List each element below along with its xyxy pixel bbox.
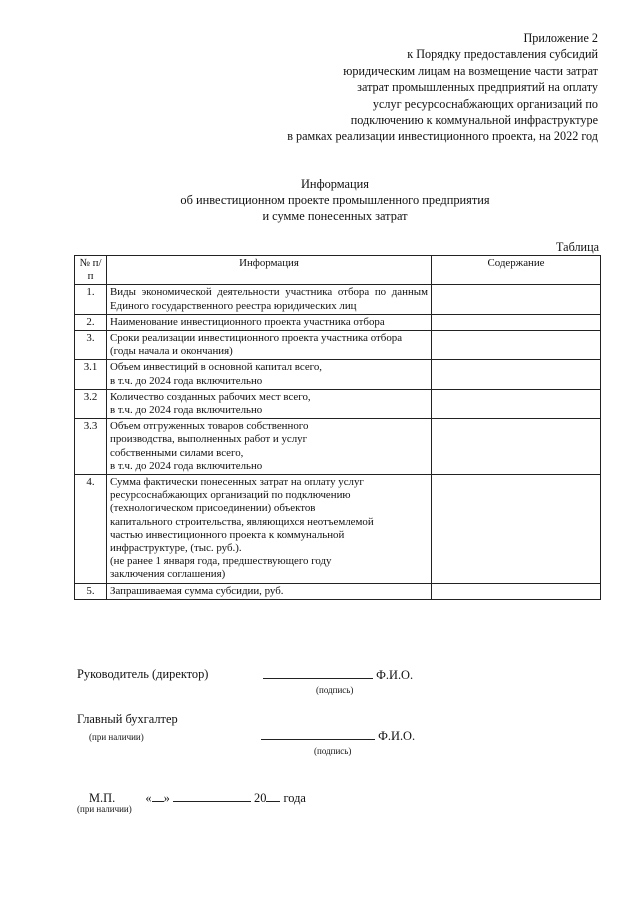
row-information-cell: Объем инвестиций в основной капитал всего, в т.ч. до 2024 года включительно (107, 360, 432, 389)
row-content-cell[interactable] (432, 314, 601, 330)
table-row (75, 419, 601, 475)
table-row (75, 475, 601, 584)
table-row (75, 285, 601, 314)
row-content-cell[interactable] (432, 389, 601, 418)
stamp-label: М.П. (89, 791, 116, 805)
appendix-line: услуг ресурсоснабжающих организаций по (372, 96, 598, 111)
appendix-line: в рамках реализации инвестиционного проекта, на 2022 год (287, 129, 598, 144)
date-year-field[interactable] (266, 790, 280, 802)
table-row (75, 331, 601, 360)
row-information-cell: Виды экономической деятельности участника отбора по данным Единого государственного реестра юридических лиц (107, 285, 432, 314)
document-heading (100, 176, 570, 224)
row-information-cell: Запрашиваемая сумма субсидии, руб. (107, 583, 432, 599)
table-caption: Таблица (556, 240, 599, 254)
director-name-label: Ф.И.О. (376, 668, 414, 682)
stamp-note: (при наличии) (77, 804, 132, 814)
appendix-line: подключению к коммунальной инфраструктуре (350, 113, 598, 128)
row-number-cell: 4. (75, 475, 107, 584)
document-subtitle: об инвестиционном проекте промышленного предприятия (180, 193, 490, 207)
date-month-field[interactable] (173, 790, 251, 802)
information-table (74, 255, 601, 600)
row-content-cell[interactable] (432, 285, 601, 314)
row-number-cell: 3.2 (75, 389, 107, 418)
table-row (75, 314, 601, 330)
date-close-quote: » (163, 791, 170, 805)
director-signature-caption: (подпись) (316, 685, 354, 695)
accountant-signature-caption: (подпись) (314, 746, 352, 756)
row-information-cell: Сумма фактически понесенных затрат на оплату услуг ресурсоснабжающих организаций по подключению (технологическом присоединении) объектов капитального строительства, являющихся неотъемлемой частью инвестиционного проекта к коммунальной инфраструктуре, (тыс. руб.). (не ранее 1 января года, предшествующего году заключения соглашения) (107, 475, 432, 584)
row-information-cell: Количество созданных рабочих мест всего, в т.ч. до 2024 года включительно (107, 389, 432, 418)
appendix-line: юридическим лицам на возмещение части затрат (343, 63, 598, 78)
row-information-cell: Объем отгруженных товаров собственного производства, выполненных работ и услуг собственными силами всего, в т.ч. до 2024 года включительно (107, 419, 432, 475)
signature-line (261, 728, 375, 740)
director-label: Руководитель (директор) (77, 667, 209, 681)
table-row (75, 583, 601, 599)
appendix-reference (178, 30, 598, 145)
row-number-cell: 3.3 (75, 419, 107, 475)
row-number-cell: 2. (75, 314, 107, 330)
appendix-line: Приложение 2 (523, 31, 598, 45)
date-year-prefix: 20 (254, 791, 267, 805)
row-content-cell[interactable] (432, 331, 601, 360)
row-content-cell[interactable] (432, 360, 601, 389)
date-day-field[interactable] (152, 790, 164, 802)
date-open-quote: « (145, 791, 152, 805)
signature-line (263, 667, 373, 679)
accountant-name-label: Ф.И.О. (378, 729, 416, 743)
row-number-cell: 3.1 (75, 360, 107, 389)
row-number-cell: 5. (75, 583, 107, 599)
column-header-information: Информация (107, 256, 432, 285)
document-title: Информация (300, 177, 370, 191)
appendix-line: затрат промышленных предприятий на оплату (357, 80, 598, 95)
table-row (75, 389, 601, 418)
row-number-cell: 3. (75, 331, 107, 360)
appendix-line: к Порядку предоставления субсидий (407, 47, 598, 62)
date-year-suffix: года (280, 791, 306, 805)
table-row (75, 360, 601, 389)
table-header-row (75, 256, 601, 285)
column-header-number: № п/п (75, 256, 107, 285)
accountant-label: Главный бухгалтер (77, 712, 178, 726)
accountant-signature-line[interactable] (261, 728, 415, 744)
accountant-note: (при наличии) (89, 732, 144, 742)
director-signature-line[interactable] (263, 667, 413, 683)
row-content-cell[interactable] (432, 475, 601, 584)
row-information-cell: Наименование инвестиционного проекта участника отбора (107, 314, 432, 330)
row-information-cell: Сроки реализации инвестиционного проекта участника отбора (годы начала и окончания) (107, 331, 432, 360)
row-content-cell[interactable] (432, 419, 601, 475)
column-header-content: Содержание (432, 256, 601, 285)
document-subtitle: и сумме понесенных затрат (262, 209, 408, 223)
row-number-cell: 1. (75, 285, 107, 314)
row-content-cell[interactable] (432, 583, 601, 599)
